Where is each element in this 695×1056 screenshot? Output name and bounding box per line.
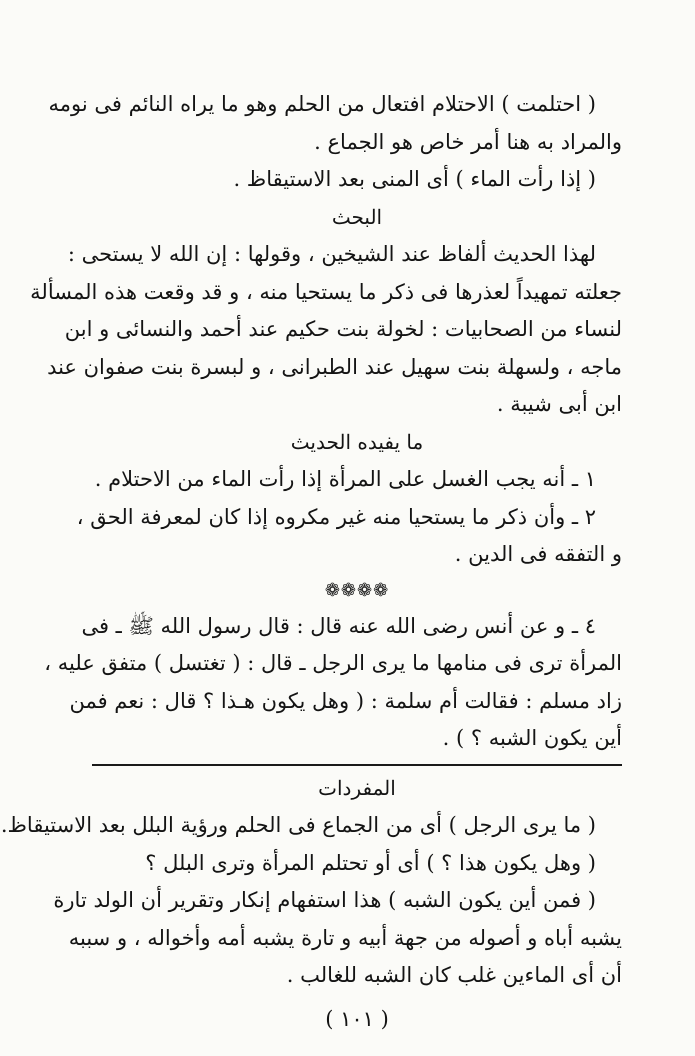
footnote-divider — [92, 764, 622, 766]
page-text — [0, 86, 622, 1038]
text-line: ٢ ـ وأن ذكر ما يستحيا منه غير مكروه إذا كان لمعرفة الحق ، — [76, 504, 596, 529]
text-line: والمراد به هنا أمر خاص هو الجماع . — [314, 129, 622, 154]
text-line: ( إذا رأت الماء ) أى المنى بعد الاستيقاظ . — [233, 167, 596, 191]
section-heading-mufradat: المفردات — [318, 775, 396, 800]
text-line: يشبه أباه و أصوله من جهة أبيه و تارة يشبه أمه وأخواله ، و سببه — [68, 925, 622, 950]
text-line: أن أى الماءين غلب كان الشبه للغالب . — [286, 963, 622, 987]
text-line: جعلته تمهيداً لعذرها فى ذكر ما يستحيا منه ، و قد وقعت هذه المسألة — [30, 279, 622, 304]
text-line: ابن أبى شيبة . — [496, 392, 622, 416]
page-number: ( ١٠١ ) — [325, 1006, 389, 1031]
text-line: ( ما يرى الرجل ) أى من الجماع فى الحلم ورؤية البلل بعد الاستيقاظ. — [0, 813, 596, 837]
text-line: لنساء من الصحابيات : لخولة بنت حكيم عند أحمد والنسائى و ابن — [64, 317, 622, 341]
section-heading-bahth: البحث — [331, 204, 383, 229]
text-line: ( وهل يكون هذا ؟ ) أى أو تحتلم المرأة وترى البلل ؟ — [145, 850, 596, 875]
text-line: ( احتلمت ) الاحتلام افتعال من الحلم وهو ما يراه النائم فى نومه — [48, 92, 596, 116]
ornament-divider: ❁❁❁❁ — [324, 579, 390, 601]
text-line: أين يكون الشبه ؟ ) . — [442, 726, 622, 750]
text-line: ٤ ـ و عن أنس رضى الله عنه قال : قال رسول الله ﷺ ـ فى — [81, 613, 596, 638]
text-line: لهذا الحديث ألفاظ عند الشيخين ، وقولها : إن الله لا يستحى : — [67, 242, 596, 266]
text-line: المرأة ترى فى منامها ما يرى الرجل ـ قال : ( تغتسل ) متفق عليه ، — [44, 651, 622, 675]
text-line: زاد مسلم : فقالت أم سلمة : ( وهل يكون هـذا ؟ قال : نعم فمن — [69, 688, 622, 713]
text-line: ( فمن أين يكون الشبه ) هذا استفهام إنكار وتقرير أن الولد تارة — [53, 888, 596, 912]
text-line: ماجه ، ولسهلة بنت سهيل عند الطبرانى ، و لبسرة بنت صفوان عند — [47, 354, 622, 379]
text-line: ١ ـ أنه يجب الغسل على المرأة إذا رأت الماء من الاحتلام . — [94, 467, 596, 491]
text-line: و التفقه فى الدين . — [454, 542, 622, 566]
section-heading-fawaid: ما يفيده الحديث — [290, 429, 424, 454]
